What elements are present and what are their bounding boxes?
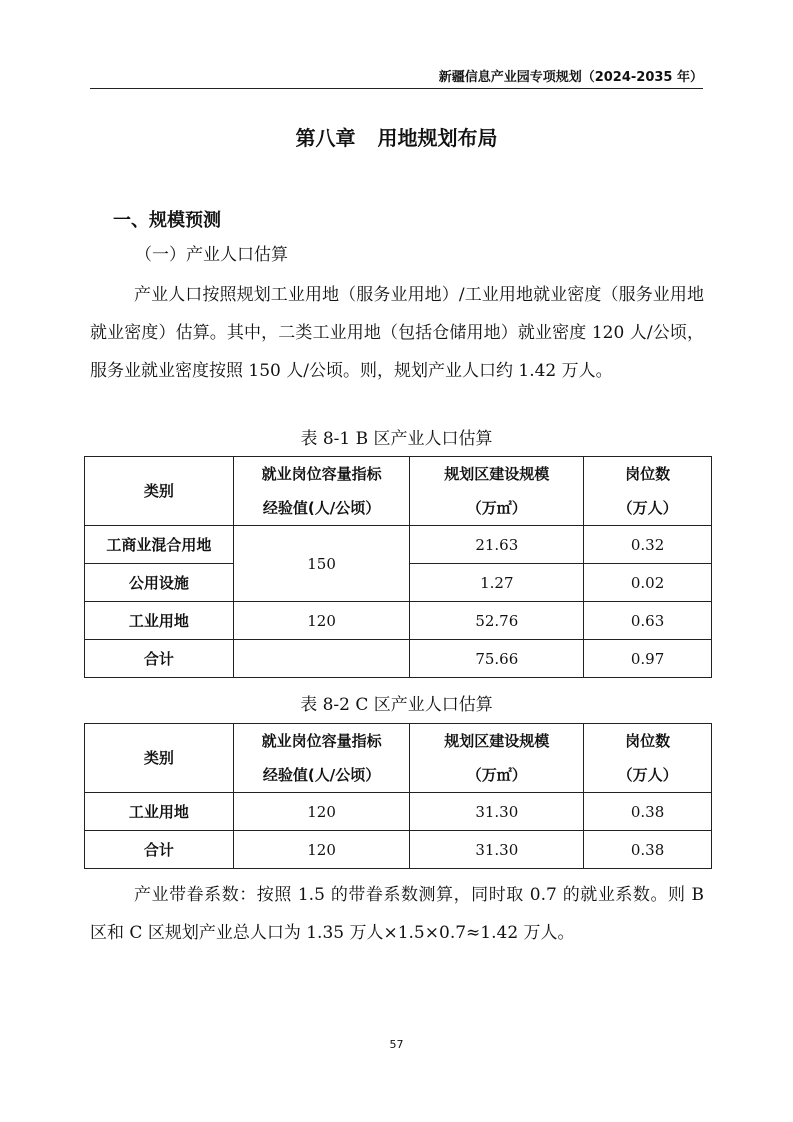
table2-caption: 表 8-2 C 区产业人口估算 [300, 695, 493, 715]
row-index: 120 [233, 602, 410, 640]
row-jobs: 0.38 [584, 831, 712, 869]
chapter-name: 用地规划布局 [377, 126, 498, 150]
table-total-row [85, 640, 712, 678]
running-header [90, 66, 703, 89]
row-index [233, 640, 410, 678]
header-scale: 规划区建设规模 （万㎡） [410, 457, 584, 526]
row-index: 120 [233, 793, 410, 831]
chapter-number: 第八章 [295, 126, 356, 150]
table-row [85, 602, 712, 640]
table-row [85, 526, 712, 564]
row-category: 合计 [85, 640, 234, 678]
row-category: 工业用地 [85, 793, 234, 831]
page-number: 57 [389, 1038, 404, 1051]
paragraph-dependent-coefficient: 产业带眷系数：按照 1.5 的带眷系数测算，同时取 0.7 的就业系数。则 B 区和 C 区规划产业总人口为 1.35 万人×1.5×0.7≈1.42 万人。 [90, 885, 704, 943]
row-jobs: 0.38 [584, 793, 712, 831]
header-index: 就业岗位容量指标 经验值(人/公顷） [233, 724, 410, 793]
row-scale: 31.30 [410, 793, 584, 831]
table-row [85, 793, 712, 831]
header-scale: 规划区建设规模 （万㎡） [410, 724, 584, 793]
row-jobs: 0.32 [584, 526, 712, 564]
header-category: 类别 [85, 457, 234, 526]
chapter-title [0, 122, 793, 151]
table-header-row [85, 457, 712, 526]
row-category: 工业用地 [85, 602, 234, 640]
row-jobs: 0.63 [584, 602, 712, 640]
row-scale: 75.66 [410, 640, 584, 678]
header-title: 新疆信息产业园专项规划（2024-2035 年） [438, 70, 703, 85]
header-index: 就业岗位容量指标 经验值(人/公顷） [233, 457, 410, 526]
table-header-row [85, 724, 712, 793]
row-scale: 1.27 [410, 564, 584, 602]
table-total-row [85, 831, 712, 869]
row-category: 合计 [85, 831, 234, 869]
paragraph-population-estimate: 产业人口按照规划工业用地（服务业用地）/工业用地就业密度（服务业用地就业密度）估算。其中，二类工业用地（包括仓储用地）就业密度 120 人/公顷，服务业就业密度按照 150 人/公顷。则，规划产业人口约 1.42 万人。 [90, 285, 704, 381]
table-c-zone-population [84, 723, 712, 869]
row-category: 公用设施 [85, 564, 234, 602]
row-index: 150 [233, 526, 410, 602]
table1-caption: 表 8-1 B 区产业人口估算 [300, 429, 493, 449]
section-heading: 一、规模预测 [113, 210, 221, 231]
row-jobs: 0.97 [584, 640, 712, 678]
row-jobs: 0.02 [584, 564, 712, 602]
row-scale: 31.30 [410, 831, 584, 869]
table-b-zone-population [84, 456, 712, 678]
row-scale: 21.63 [410, 526, 584, 564]
subsection-heading: （一）产业人口估算 [135, 245, 288, 265]
row-scale: 52.76 [410, 602, 584, 640]
row-index: 120 [233, 831, 410, 869]
header-jobs: 岗位数 （万人） [584, 457, 712, 526]
header-jobs: 岗位数 （万人） [584, 724, 712, 793]
header-category: 类别 [85, 724, 234, 793]
row-category: 工商业混合用地 [85, 526, 234, 564]
